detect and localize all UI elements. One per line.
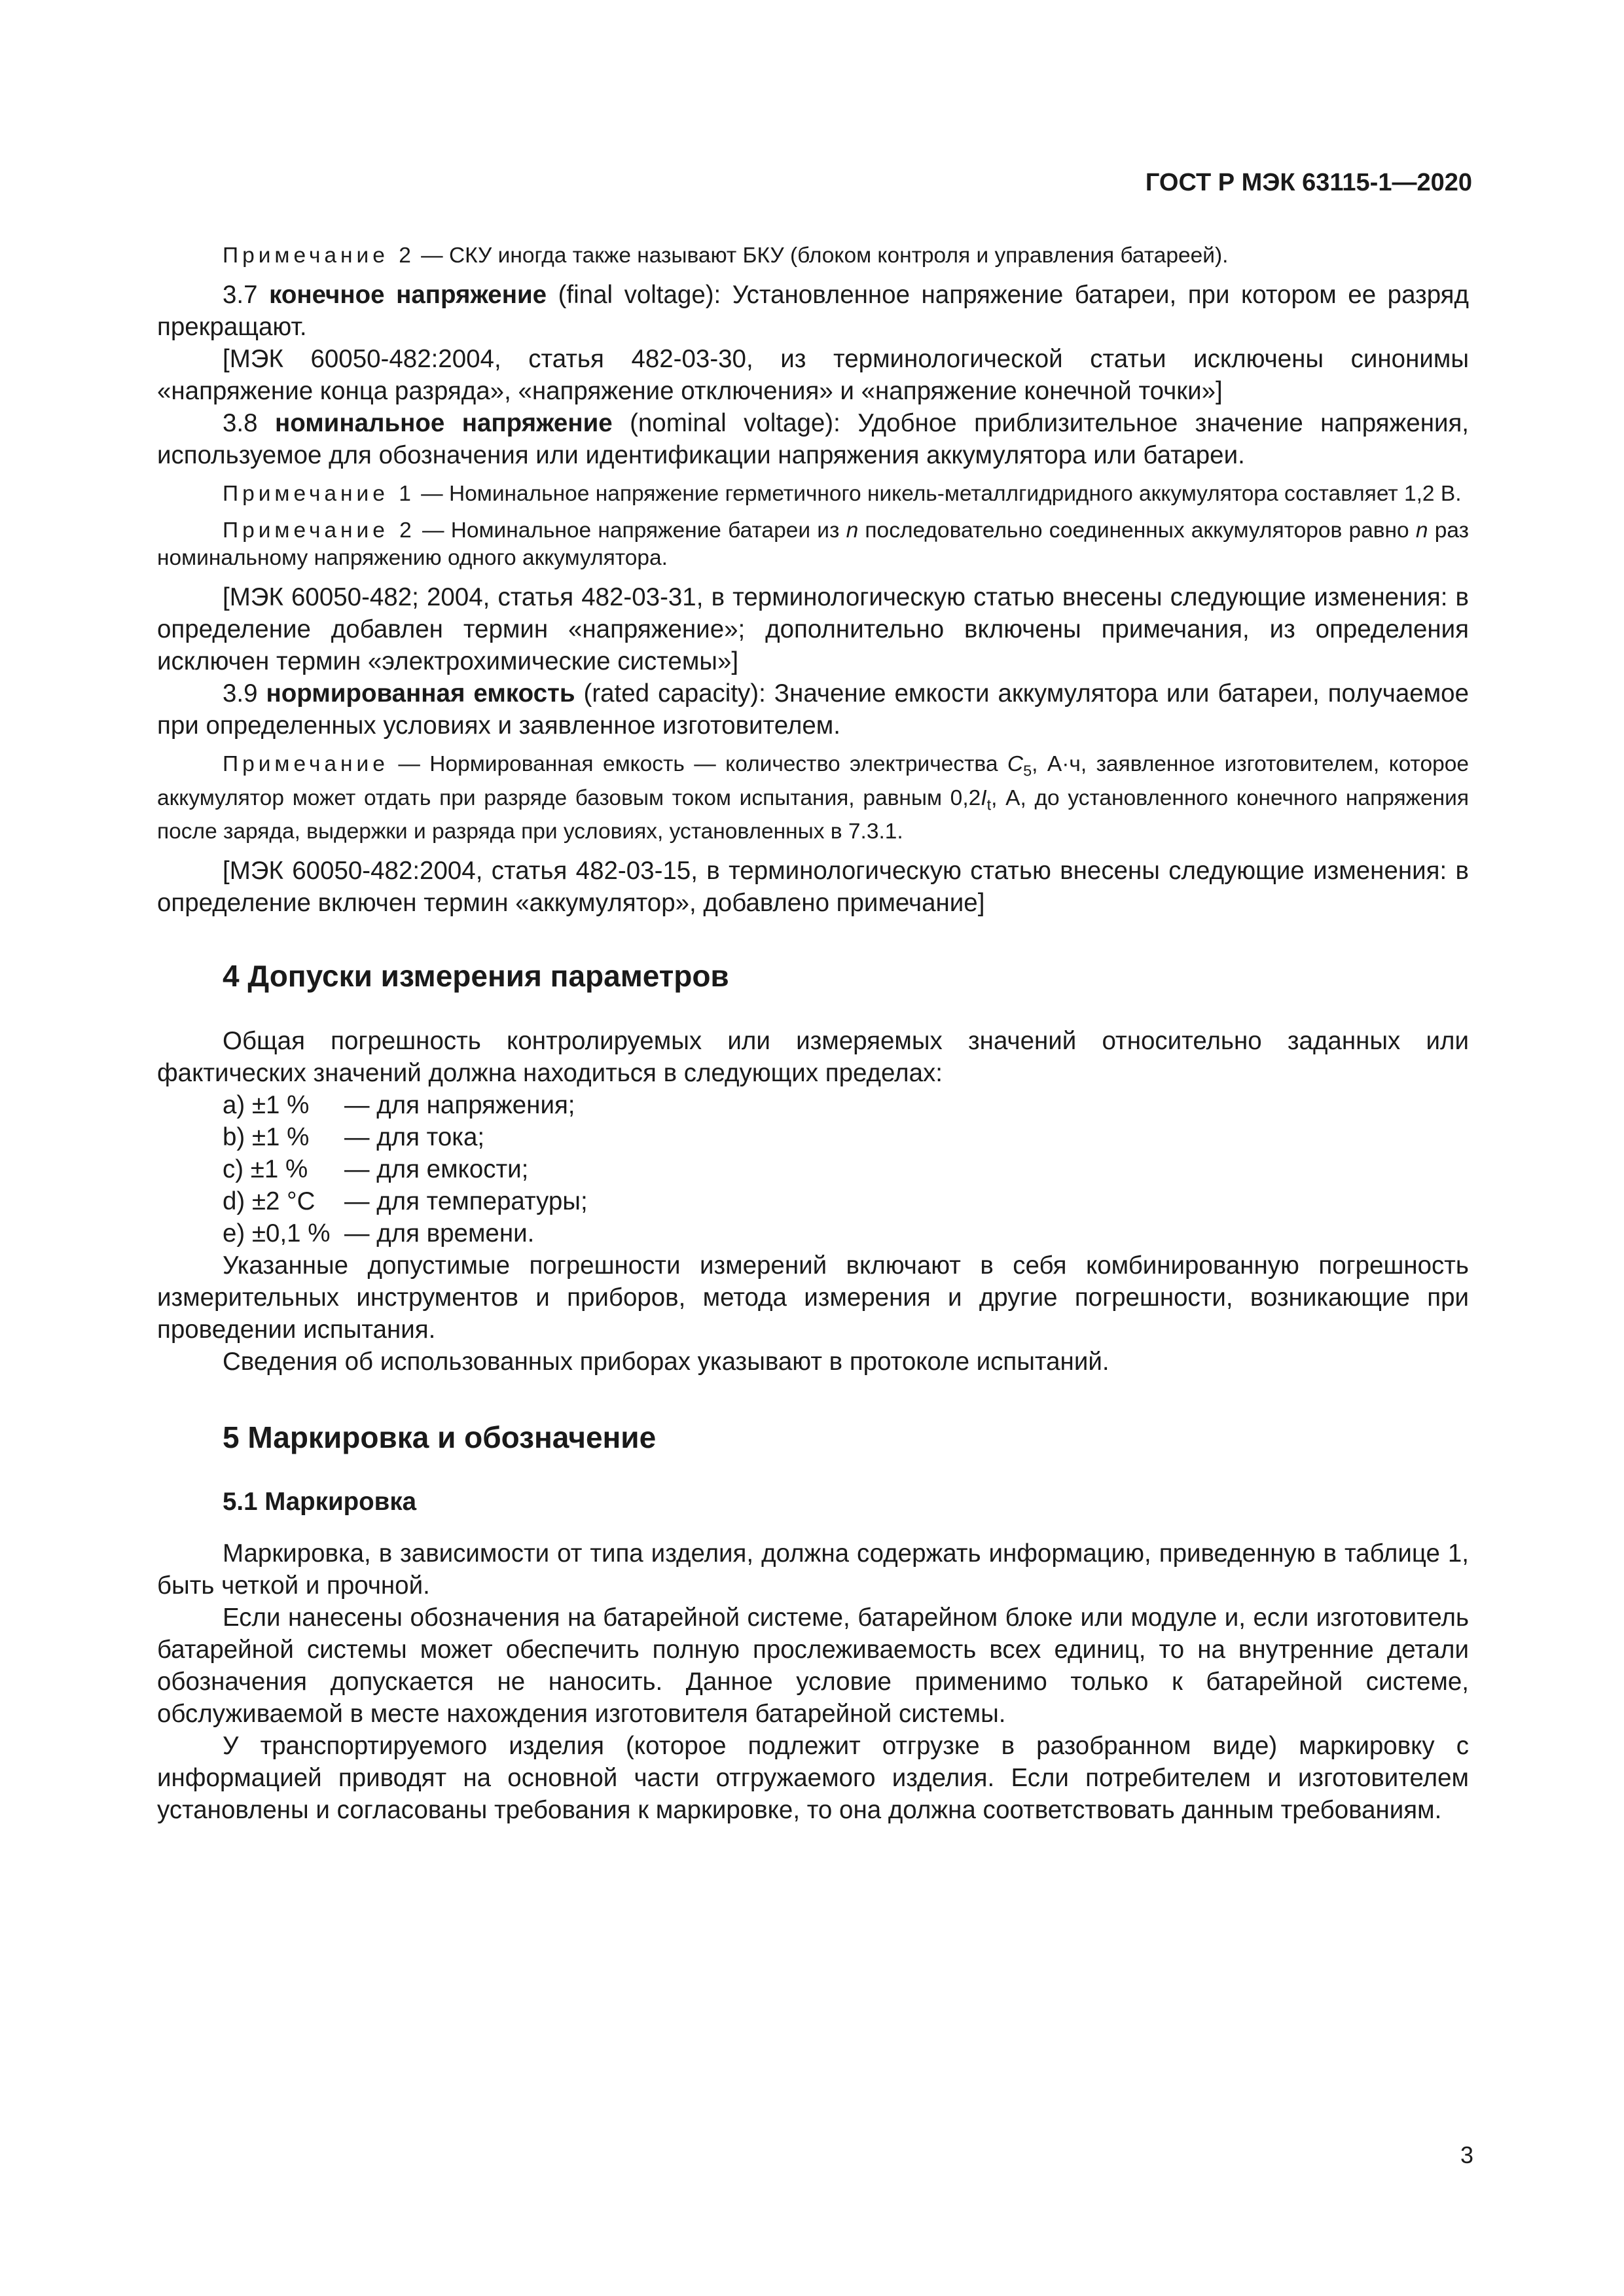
document-header: ГОСТ Р МЭК 63115-1—2020 [1145,169,1472,196]
tolerance-description: — для времени. [344,1219,535,1248]
note-label: Примечание 2 [223,243,415,268]
note-sku: Примечание 2 — СКУ иногда также называют БКУ (блоком контроля и управления батареей). [223,243,1229,268]
document-body [157,242,1469,1826]
tolerance-value: a) ±1 % [223,1091,310,1120]
reference-3-8: [МЭК 60050-482; 2004, статья 482-03-31, в терминологическую статью внесены следующие изменения: в определение добавлен термин «напряжение»; дополнительно включены примечания, из определения исключен термин «электрохимические системы»] [157,583,1469,675]
term-3-9: 3.9 нормированная емкость (rated capacity): Значение емкости аккумулятора или батареи, получаемое при определенных условиях и заявленное изготовителем. [157,679,1469,740]
tolerance-description: — для емкости; [344,1155,529,1184]
section-4-intro: Общая погрешность контролируемых или измеряемых значений относительно заданных или фактических значений должна находиться в следующих пределах: [157,1027,1469,1088]
section-5-paragraph: Если нанесены обозначения на батарейной системе, батарейном блоке или модуле и, если изготовитель батарейной системы может обеспечить полную прослеживаемость всех единиц, то на внутренние детали обозначения допускается не наносить. Данное условие применимо только к батарейной системе, обслуживаемой в месте нахождения изготовителя батарейной системы. [157,1604,1469,1729]
tolerance-item [157,1185,1469,1217]
page-number: 3 [1460,2142,1473,2168]
tolerance-item [157,1217,1469,1249]
term-3-8: 3.8 номинальное напряжение (nominal voltage): Удобное приблизительное значение напряжения, используемое для обозначения или идентификации напряжения аккумулятора или батареи. [157,409,1470,469]
tolerance-value: b) ±1 % [223,1123,310,1152]
tolerance-item [157,1089,1469,1121]
section-5-paragraph: Маркировка, в зависимости от типа изделия, должна содержать информацию, приведенную в таблице 1, быть четкой и прочной. [157,1539,1469,1600]
reference-3-7: [МЭК 60050-482:2004, статья 482-03-30, из терминологической статьи исключены синонимы «напряжение конца разряда», «напряжение отключения» и «напряжение конечной точки»] [157,345,1469,405]
term-3-7: 3.7 конечное напряжение (final voltage): Установленное напряжение батареи, при котором ее разряд прекращают. [157,281,1469,341]
term-title: нормированная емкость [266,679,575,708]
tolerance-list [157,1089,1469,1249]
section-5-heading: 5 Маркировка и обозначение [223,1420,657,1455]
section-4-paragraph: Указанные допустимые погрешности измерений включают в себя комбинированную погрешность измерительных инструментов и приборов, метода измерения и другие погрешности, возникающие при проведении испытания. [157,1251,1469,1344]
tolerance-item [157,1121,1469,1153]
term-title: конечное напряжение [269,281,547,309]
tolerance-description: — для температуры; [344,1187,588,1216]
tolerance-item [157,1153,1469,1185]
section-4-heading: 4 Допуски измерения параметров [223,959,729,994]
term-title: номинальное напряжение [274,409,613,437]
section-4-paragraph: Сведения об использованных приборах указывают в протоколе испытаний. [223,1348,1110,1376]
reference-3-9: [МЭК 60050-482:2004, статья 482-03-15, в терминологическую статью внесены следующие изменения: в определение включен термин «аккумулятор», добавлено примечание] [157,857,1469,918]
note-label: Примечание 1 [223,482,415,506]
tolerance-description: — для тока; [344,1123,485,1152]
note-3-9: Примечание — Нормированная емкость — количество электричества $C_5$, А·ч, заявленное изготовителем, которое аккумулятор может отдать при разряде базовым током испытания, равным $0,2I_t$, А, до установленного конечного напряжения после заряда, выдержки и разряда при условиях, установленных в 7.3.1. [157,752,1469,844]
note-label: Примечание [223,752,389,776]
tolerance-description: — для напряжения; [344,1091,575,1120]
note-3-8-1: Примечание 1 — Номинальное напряжение герметичного никель-металлгидридного аккумулятора составляет 1,2 В. [223,482,1462,506]
subsection-5-1-heading: 5.1 Маркировка [223,1488,417,1516]
tolerance-value: e) ±0,1 % [223,1219,331,1248]
note-3-8-2: Примечание 2 — Номинальное напряжение батареи из n последовательно соединенных аккумуляторов равно n раз номинальному напряжению одного аккумулятора. [157,518,1470,570]
note-label: Примечание 2 [223,518,416,543]
tolerance-value: d) ±2 °C [223,1187,316,1216]
section-5-paragraph: У транспортируемого изделия (которое подлежит отгрузке в разобранном виде) маркировку с информацией приводят на основной части отгружаемого изделия. Если потребителем и изготовителем установлены и согласованы требования к маркировке, то она должна соответствовать данным требованиям. [157,1732,1469,1825]
tolerance-value: c) ±1 % [223,1155,308,1184]
